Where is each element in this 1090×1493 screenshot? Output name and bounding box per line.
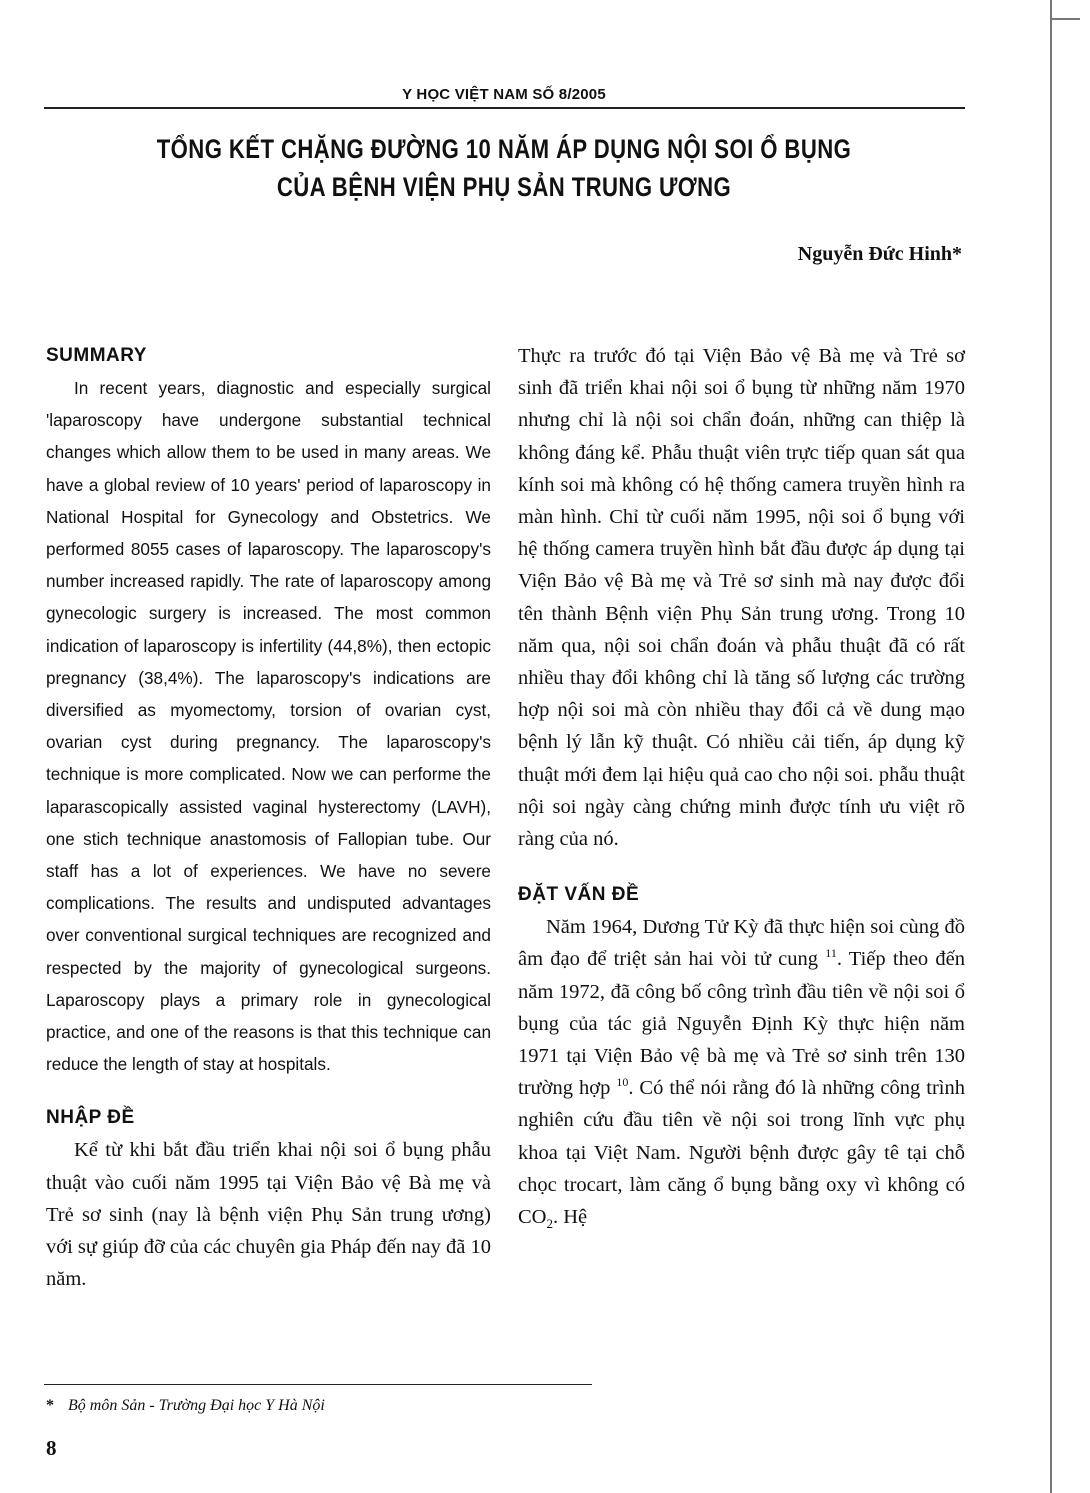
background-text (518, 911, 965, 1233)
article-title (127, 130, 881, 206)
title-line-1: TỔNG KẾT CHẶNG ĐƯỜNG 10 NĂM ÁP DỤNG NỘI SOI Ổ BỤNG (156, 134, 852, 164)
background-seg-2: . Tiếp theo đến năm 1972, đã công bố công trình đầu tiên về nội soi ổ bụng của tác giả Nguyễn Định Kỳ thực hiện năm 1971 tại Viện Bảo vệ bà mẹ và Trẻ sơ sinh trên 130 trường hợp (518, 948, 965, 1100)
co2-subscript: 2 (546, 1216, 553, 1232)
intro-heading: NHẬP ĐỀ (46, 1107, 135, 1129)
background-heading: ĐẶT VẤN ĐỀ (518, 884, 640, 906)
header-rule (44, 107, 965, 109)
title-line-2: CỦA BỆNH VIỆN PHỤ SẢN TRUNG ƯƠNG (276, 172, 732, 202)
summary-text: In recent years, diagnostic and especially surgical 'laparoscopy have undergone substantial technical changes which allow them to be used in many areas. We have a global review of 10 years' period of laparoscopy in National Hospital for Gynecology and Obstetrics. We performed 8055 cases of laparoscopy. The laparoscopy's number increased rapidly. The rate of laparoscopy among gynecologic surgery is increased. The most common indication of laparoscopy is infertility (44,8%), then ectopic pregnancy (38,4%). The laparoscopy's indications are diversified as myomectomy, torsion of ovarian cyst, ovarian cyst during pregnancy. The laparoscopy's technique is more complicated. Now we can performe the laparascopically assisted vaginal hysterectomy (LAVH), one stich technique anastomosis of Fallopian tube. Our staff has a lot of experiences. We have no severe complications. The results and undisputed advantages over conventional surgical techniques are recognized and respected by the majority of gynecological surgeons. Laparoscopy plays a primary role in gynecological practice, and one of the reasons is that this technique can reduce the length of stay at hospitals. (46, 378, 491, 1075)
scan-edge-tick (1050, 18, 1080, 20)
background-seg-3: . Có thể nói rằng đó là những công trình nghiên cứu đầu tiên về nội soi trong lĩnh vực phụ khoa tại Việt Nam. Người bệnh được gây tê tại chỗ chọc trocart, làm căng ổ bụng bằng oxy vì không có CO (518, 1077, 965, 1229)
background-seg-4: . Hệ (552, 1206, 588, 1229)
reference-10: 10 (616, 1075, 629, 1090)
footnote-rule (44, 1384, 592, 1385)
summary-heading: SUMMARY (46, 345, 147, 366)
page-number: 8 (46, 1436, 57, 1460)
author-name: Nguyễn Đức Hinh* (797, 243, 962, 265)
journal-header: Y HỌC VIỆT NAM SỐ 8/2005 (402, 86, 606, 103)
background-seg-1: Năm 1964, Dương Tử Kỳ đã thực hiện soi cùng đồ âm đạo để triệt sản hai vòi tử cung (518, 916, 965, 971)
footnote-text: Bộ môn Sản - Trường Đại học Y Hà Nội (68, 1397, 325, 1414)
intro-text: Kể từ khi bắt đầu triển khai nội soi ổ bụng phẫu thuật vào cuối năm 1995 tại Viện Bảo vệ Bà mẹ và Trẻ sơ sinh (nay là bệnh viện Phụ Sản trung ương) với sự giúp đỡ của các chuyên gia Pháp đến nay đã 10 năm. (46, 1139, 491, 1291)
reference-11: 11 (825, 946, 837, 961)
left-column (46, 340, 491, 1295)
scan-edge-line (1050, 0, 1052, 1493)
right-paragraph-1: Thực ra trước đó tại Viện Bảo vệ Bà mẹ và Trẻ sơ sinh đã triển khai nội soi ổ bụng từ những năm 1970 nhưng chỉ là nội soi chẩn đoán, những can thiệp là không đáng kể. Phẫu thuật viên trực tiếp quan sát qua kính soi mà không có hệ thống camera truyền hình ra màn hình. Chỉ từ cuối năm 1995, nội soi ổ bụng với hệ thống camera truyền hình bắt đầu được áp dụng tại Viện Bảo vệ Bà mẹ và Trẻ sơ sinh mà nay được đổi tên thành Bệnh viện Phụ Sản trung ương. Trong 10 năm qua, nội soi chẩn đoán và phẫu thuật đã có rất nhiều thay đổi không chỉ là tăng số lượng các trường hợp nội soi mà còn nhiều thay đổi cả về dung mạo bệnh lý lẫn kỹ thuật. Có nhiều cải tiến, áp dụng kỹ thuật mới đem lại hiệu quả cao cho nội soi. phẫu thuật nội soi ngày càng chứng minh được tính ưu việt rõ ràng của nó. (518, 345, 965, 851)
footnote-marker: * (46, 1397, 54, 1414)
right-column (518, 340, 965, 1233)
footnote (46, 1397, 325, 1415)
